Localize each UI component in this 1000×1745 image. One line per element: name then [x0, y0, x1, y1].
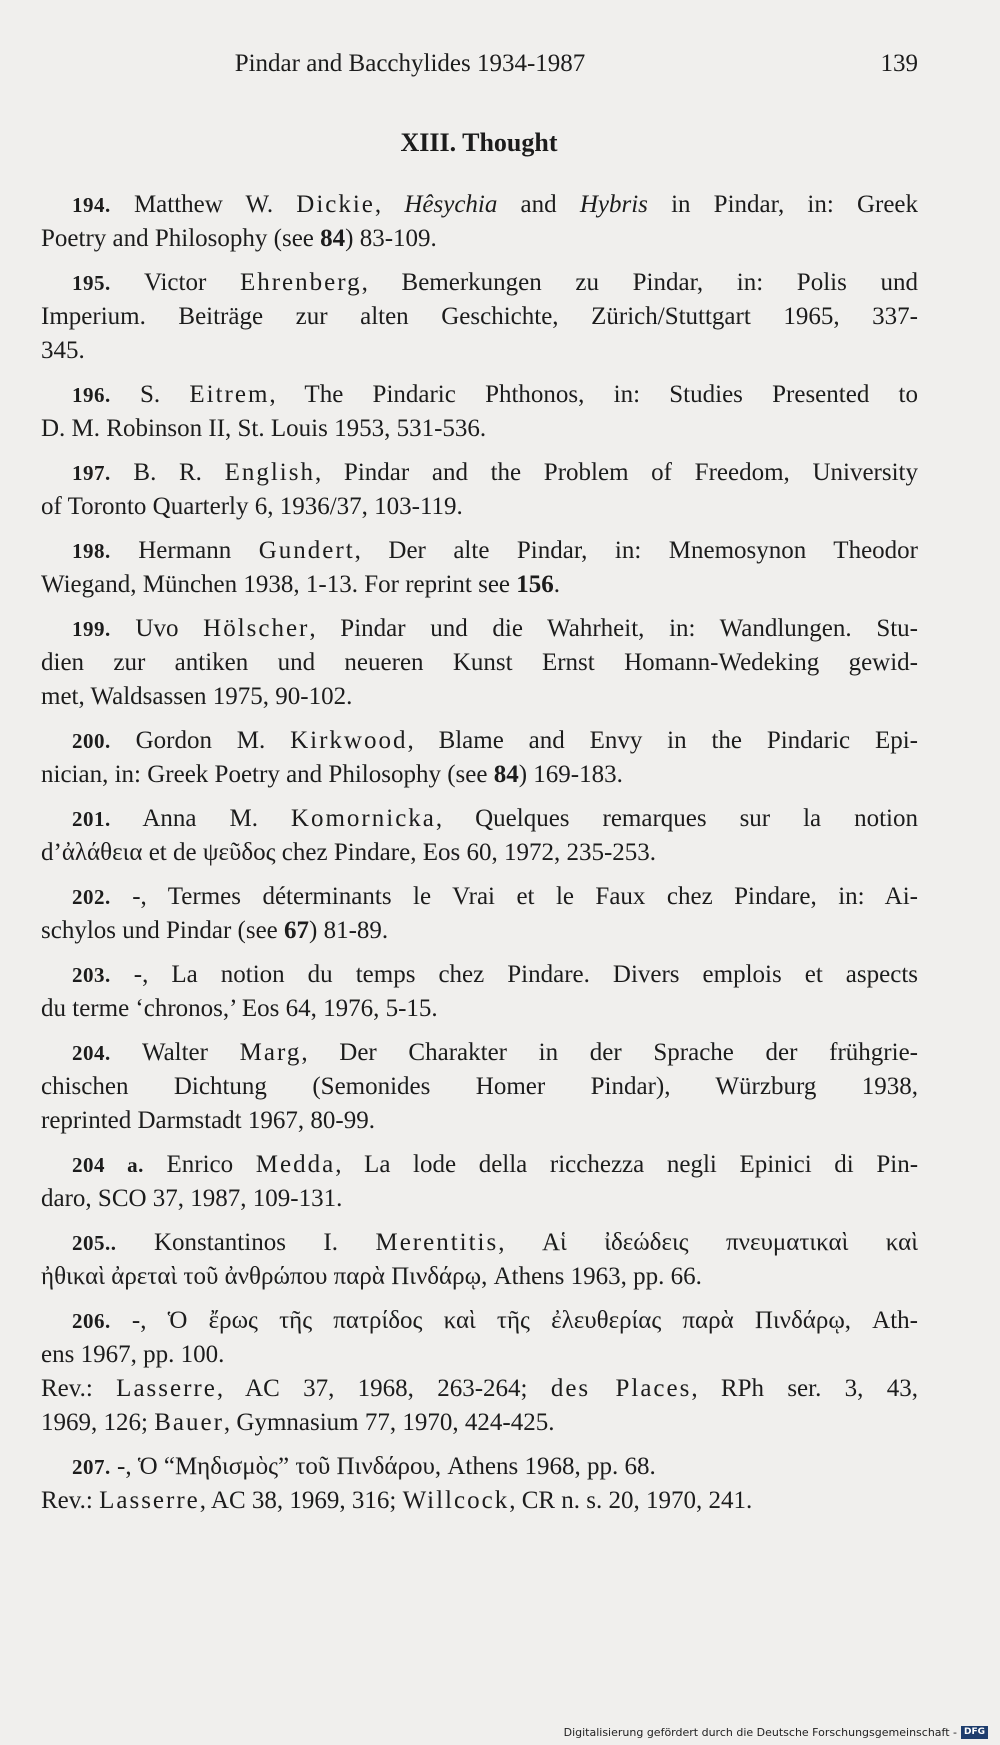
entry-text: .	[553, 571, 561, 598]
entry-number: 194.	[72, 193, 111, 217]
entry-text: Rev.:	[41, 1487, 100, 1514]
entry-number: 207.	[72, 1455, 111, 1479]
entry-text: met, Waldsassen 1975, 90-102.	[41, 683, 353, 710]
author-name: Medda	[255, 1151, 336, 1178]
entry-line	[41, 334, 918, 368]
author-name: Eitrem	[189, 381, 270, 408]
entry-text: Hermann	[138, 537, 259, 564]
entry-line	[41, 188, 918, 222]
entry-text: , AC 38, 1969, 316;	[199, 1487, 403, 1514]
author-name: Ehrenberg	[239, 269, 362, 296]
footer-credit	[564, 1726, 988, 1739]
bibliography-entry	[41, 1148, 918, 1216]
author-name: Hölscher	[203, 615, 310, 642]
author-name: Gundert	[258, 537, 355, 564]
entry-line	[41, 1484, 918, 1518]
entry-text: Wiegand, München 1938, 1-13. For reprint see	[41, 571, 517, 598]
dfg-logo: DFG	[961, 1726, 988, 1739]
entry-text: daro, SCO 37, 1987, 109-131.	[41, 1185, 343, 1212]
entry-text: Anna M.	[142, 805, 291, 832]
author-name: Komornicka	[290, 805, 436, 832]
entry-text: ) 83-109.	[345, 225, 437, 252]
bibliography-entry	[41, 1036, 918, 1138]
entry-text: , Quelques remarques sur la notion	[435, 805, 918, 832]
entry-text: ,	[374, 191, 405, 218]
entry-text: Gordon M.	[135, 727, 291, 754]
section-title: XIII. Thought	[400, 128, 558, 157]
page-number: 139	[880, 50, 918, 77]
entry-text: of Toronto Quarterly 6, 1936/37, 103-119.	[41, 493, 463, 520]
entry-text: , The Pindaric Phthonos, in: Studies Presented to	[269, 381, 918, 408]
author-name: Marg	[239, 1039, 302, 1066]
entry-text: reprinted Darmstadt 1967, 80-99.	[41, 1107, 375, 1134]
entry-line	[41, 412, 918, 446]
entry-line	[41, 836, 918, 870]
entry-text: Walter	[141, 1039, 240, 1066]
entry-line	[41, 1304, 918, 1338]
entry-line	[41, 724, 918, 758]
author-name: des Places	[550, 1375, 692, 1402]
entry-number: 198.	[72, 539, 111, 563]
entry-line	[41, 880, 918, 914]
entry-line	[41, 1406, 918, 1440]
entry-line	[41, 1148, 918, 1182]
entry-text: -, Ὁ ἔρως τῆς πατρίδος καὶ τῆς ἐλευθερίας παρὰ Πινδάρῳ, Ath-	[131, 1307, 919, 1334]
entry-text: ) 169-183.	[518, 761, 623, 788]
bibliography-entry	[41, 1450, 918, 1518]
entry-line	[41, 992, 918, 1026]
cross-reference: 84	[493, 761, 519, 788]
entry-text: -, Termes déterminants le Vrai et le Faux chez Pindare, in: Ai-	[132, 883, 918, 910]
entry-text: D. M. Robinson II, St. Louis 1953, 531-536.	[41, 415, 487, 442]
entry-text: Uvo	[135, 615, 204, 642]
entry-line	[41, 680, 918, 714]
entry-line	[41, 802, 918, 836]
entry-text: -, Ὁ “Μηδισμὸς” τοῦ Πινδάρου, Athens 1968, pp. 68.	[117, 1453, 656, 1480]
entry-number: 204.	[72, 1041, 111, 1065]
entry-text: Poetry and Philosophy (see	[41, 225, 321, 252]
bibliography-list	[41, 188, 918, 1528]
entry-number: 197.	[72, 461, 111, 485]
entry-line	[41, 612, 918, 646]
entry-text: , Blame and Envy in the Pindaric Epi-	[407, 727, 918, 754]
bibliography-entry	[41, 188, 918, 256]
entry-text: Konstantinos I.	[153, 1229, 376, 1256]
entry-text: , RPh ser. 3, 43,	[691, 1375, 918, 1402]
bibliography-entry	[41, 802, 918, 870]
entry-line	[41, 456, 918, 490]
entry-number: 195.	[72, 271, 111, 295]
entry-text: , Der alte Pindar, in: Mnemosynon Theodor	[354, 537, 918, 564]
entry-number: 204 a.	[72, 1153, 144, 1177]
bibliography-entry	[41, 880, 918, 948]
author-name: Willcock	[402, 1487, 510, 1514]
entry-text: in Pindar, in: Greek	[647, 191, 919, 218]
entry-number: 199.	[72, 617, 111, 641]
entry-line	[41, 1036, 918, 1070]
entry-number: 196.	[72, 383, 111, 407]
bibliography-entry	[41, 266, 918, 368]
cross-reference: 156	[516, 571, 554, 598]
bibliography-entry	[41, 534, 918, 602]
entry-number: 202.	[72, 885, 111, 909]
bibliography-entry	[41, 1304, 918, 1440]
entry-text: , Bemerkungen zu Pindar, in: Polis und	[361, 269, 918, 296]
entry-number: 201.	[72, 807, 111, 831]
entry-text: , Gymnasium 77, 1970, 424-425.	[223, 1409, 555, 1436]
author-name: Merentitis	[375, 1229, 499, 1256]
italic-term: Hêsychia	[404, 191, 498, 218]
entry-text: Matthew W.	[133, 191, 297, 218]
author-name: Dickie	[296, 191, 375, 218]
entry-line	[41, 222, 918, 256]
entry-text: , CR n. s. 20, 1970, 241.	[509, 1487, 753, 1514]
entry-line	[41, 1104, 918, 1138]
entry-text: , AC 37, 1968, 263-264;	[216, 1375, 551, 1402]
entry-text: d’ἀλάθεια et de ψεῦδος chez Pindare, Eos 60, 1972, 235-253.	[41, 839, 657, 866]
entry-line	[41, 1450, 918, 1484]
entry-line	[41, 1260, 918, 1294]
entry-number: 200.	[72, 729, 111, 753]
entry-line	[41, 300, 918, 334]
italic-term: Hybris	[579, 191, 648, 218]
entry-text: dien zur antiken und neueren Kunst Ernst Homann-Wedeking gewid-	[41, 649, 918, 676]
bibliography-entry	[41, 612, 918, 714]
entry-line	[41, 1226, 918, 1260]
entry-text: Victor	[143, 269, 240, 296]
entry-number: 205..	[72, 1231, 117, 1255]
entry-line	[41, 266, 918, 300]
entry-text: ) 81-89.	[309, 917, 389, 944]
author-name: English	[224, 459, 315, 486]
running-title: Pindar and Bacchylides 1934-1987	[234, 50, 586, 77]
entry-line	[41, 958, 918, 992]
bibliography-entry	[41, 456, 918, 524]
bibliography-entry	[41, 724, 918, 792]
entry-line	[41, 1070, 918, 1104]
bibliography-entry	[41, 958, 918, 1026]
entry-text: Rev.:	[41, 1375, 117, 1402]
entry-text: -, La notion du temps chez Pindare. Divers emplois et aspects	[133, 961, 918, 988]
bibliography-entry	[41, 1226, 918, 1294]
entry-text: B. R.	[133, 459, 225, 486]
entry-text: S.	[139, 381, 190, 408]
author-name: Bauer	[154, 1409, 224, 1436]
entry-number: 203.	[72, 963, 111, 987]
entry-text: schylos und Pindar (see	[41, 917, 285, 944]
entry-line	[41, 1338, 918, 1372]
entry-text: , La lode della ricchezza negli Epinici di Pin-	[335, 1151, 919, 1178]
footer-text: Digitalisierung gefördert durch die Deutsche Forschungsgemeinschaft -	[563, 1726, 957, 1739]
entry-text: 345.	[41, 337, 85, 364]
entry-text: , Pindar und die Wahrheit, in: Wandlungen. Stu-	[309, 615, 918, 642]
entry-text: , Αἱ ἰδεώδεις πνευματικαὶ καὶ	[498, 1229, 919, 1256]
entry-number: 206.	[72, 1309, 111, 1333]
entry-line	[41, 914, 918, 948]
entry-line	[41, 1182, 918, 1216]
entry-line	[41, 378, 918, 412]
entry-line	[41, 568, 918, 602]
author-name: Kirkwood	[290, 727, 408, 754]
entry-line	[41, 646, 918, 680]
entry-line	[41, 490, 918, 524]
entry-text: Imperium. Beiträge zur alten Geschichte, Zürich/Stuttgart 1965, 337-	[41, 303, 918, 330]
entry-text: du terme ‘chronos,’ Eos 64, 1976, 5-15.	[41, 995, 438, 1022]
cross-reference: 84	[320, 225, 346, 252]
author-name: Lasserre	[116, 1375, 217, 1402]
entry-text: , Pindar and the Problem of Freedom, University	[315, 459, 918, 486]
entry-text: 1969, 126;	[41, 1409, 155, 1436]
entry-line	[41, 758, 918, 792]
bibliography-entry	[41, 378, 918, 446]
entry-line	[41, 534, 918, 568]
cross-reference: 67	[284, 917, 310, 944]
entry-text: , Der Charakter in der Sprache der frühgrie-	[301, 1039, 918, 1066]
entry-text: and	[497, 191, 580, 218]
author-name: Lasserre	[99, 1487, 200, 1514]
entry-text: nician, in: Greek Poetry and Philosophy (see	[41, 761, 494, 788]
entry-text: ἠθικαὶ ἀρεταὶ τοῦ ἀνθρώπου παρὰ Πινδάρῳ, Athens 1963, pp. 66.	[41, 1263, 702, 1290]
entry-text: Enrico	[166, 1151, 256, 1178]
entry-line	[41, 1372, 918, 1406]
entry-text: chischen Dichtung (Semonides Homer Pindar), Würzburg 1938,	[41, 1073, 918, 1100]
entry-text: ens 1967, pp. 100.	[41, 1341, 225, 1368]
